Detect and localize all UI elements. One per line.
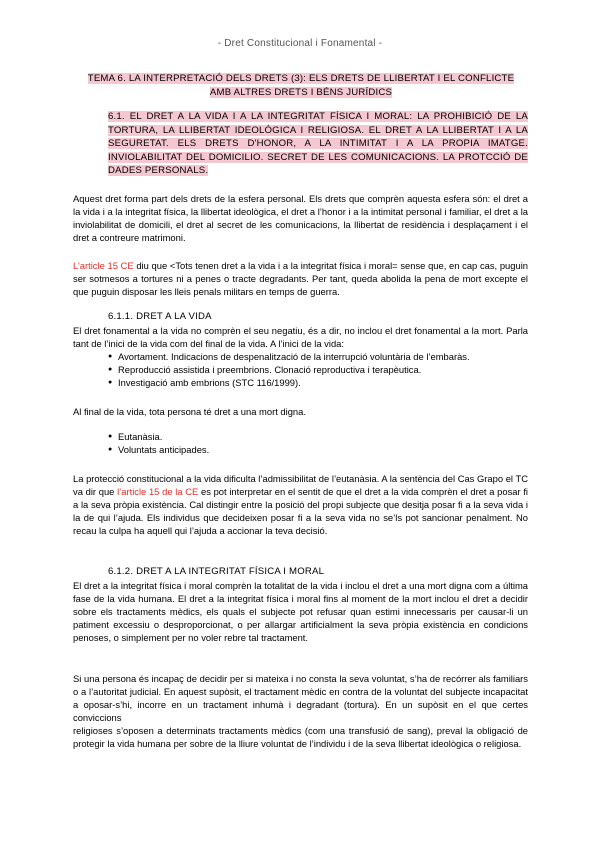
section-6-1-heading (108, 110, 528, 178)
running-header: - Dret Constitucional i Fonamental - (217, 38, 383, 49)
integrity-paragraph: El dret a la integritat física i moral comprèn la totalitat de la vida i inclou el dret a una mort digna com a última fase de la vida humana. El dret a la integritat física i moral fins al moment de la mort inclou el dret a decidir sobre els tractaments mèdics, els quals el subjecte pot refusar quan estimi innecessaris per causar-li un patiment excessiu o desproporcionat, o per allargar artificialment la seva pròpia existència en condicions penoses, o simplement per no voler rebre tal tractament. (73, 580, 528, 644)
title-line-1: TEMA 6. LA INTERPRETACIÓ DELS DRETS (3): ELS DRETS DE LLIBERTAT I EL CONFLICTE (87, 73, 515, 84)
section-6-1-1-heading: 6.1.1. DRET A LA VIDA (108, 311, 212, 322)
article-15-reference: L’article 15 CE (73, 260, 134, 271)
document-title (74, 72, 528, 100)
list-item: ● Avortament. Indicacions de despenalització de la interrupció voluntària de l’embaràs. (108, 350, 528, 363)
intro-paragraph: Aquest dret forma part dels drets de la esfera personal. Els drets que comprèn aquesta esfera són: el dret a la vida i a la integritat física, la llibertat ideològica, el dret a l’honor i a la intimitat personal i familiar, el dret a la inviolabilitat de domicili, el dret al secret de les comunicacions, la llibertat de residència i desplaçament i el dret a contreure matrimoni. (73, 193, 528, 244)
article-15-paragraph (73, 259, 528, 298)
title-line-2: AMB ALTRES DRETS I BÉNS JURÍDICS (209, 87, 393, 98)
right-to-life-paragraph: El dret fonamental a la vida no comprèn el seu negatiu, és a dir, no inclou el dret fonamental a la mort. Parla tant de l’inici de la vida com del final de la vida. A l’inici de la vida: (73, 325, 528, 350)
euthanasia-text-b: es pot interpretar en el sentit de que el dret a la vida comprèn el dret a posar fi a la seva pròpia existència. Cal distingir entre la posició del propi subjecte que desitja posar fi a la seva vida i la de qui l’ajuda. Els individus que decideixen posar fi a la seva vida no se’ls pot sancionar penalment. No recau la culpa ha aquell qui l’ajuda a accionar la teva decisió. (73, 486, 529, 537)
euthanasia-text-a: La protecció constitucional a la vida dificulta l’admissibilitat de l’eutanàsia. A la sentència del Cas Grapo el TC va dir que (73, 473, 528, 498)
incapacity-text-a: Si una persona és incapaç de decidir per si mateixa i no consta la seva voluntat, s’ha de recórrer als familiars o a l’autoritat judicial. En aquest supòsit, el tractament mèdic en contra de la voluntat del subjecte incapacitat a oposar-s’hi, incorre en un tractament inhumà i degradant (tortura). En un supòsit en el que certes conviccions (73, 673, 528, 724)
section-6-1-heading-text: 6.1. EL DRET A LA VIDA I A LA INTEGRITAT FÍSICA I MORAL: LA PROHIBICIÓ DE LA TORTURA, LA LLIBERTAT IDEOLÓGICA I RELIGIOSA. EL DRET A LA LLIBERTAT I A LA SEGURETAT. ELS DRETS D'HONOR, A LA INTIMITAT I A LA PROPIA IMATGE. INVIOLABILITAT DEL DOMICILIO. SECRET DE LES COMUNICACIONS. LA PROTCCIÓ DE DADES PERSONALS. (108, 111, 528, 177)
list-item: ● Investigació amb embrions (STC 116/1999). (108, 376, 528, 389)
start-of-life-list (108, 350, 528, 389)
article-15-text: diu que <Tots tenen dret a la vida i a la integritat física i moral= sense que, en cap cas, puguin ser sotmesos a tortures ni a penes o tracte degradants. Per tant, queda abolida la pena de mort excepte el que puguin disposar les lleis penals militars en temps de guerra. (73, 260, 528, 298)
section-6-1-2-heading: 6.1.2. DRET A LA INTEGRITAT FÍSICA I MORAL (108, 566, 325, 577)
incapacity-text-b: religioses s’oposen a determinats tractaments mèdics (com una transfusió de sang), preval la obligació de protegir la vida humana per sobre de la lliure voluntat de l’individu i de la seva llibertat ideològica o religiosa. (73, 725, 528, 750)
list-item: ● Voluntats anticipades. (108, 443, 528, 456)
article-15-ce-reference: l’article 15 de la CE (117, 486, 199, 498)
list-item: ● Reproducció assistida i preembrions. Clonació reproductiva i terapèutica. (108, 363, 528, 376)
euthanasia-paragraph (73, 472, 528, 537)
incapacity-paragraph (73, 672, 528, 751)
list-item: ● Eutanàsia. (108, 430, 528, 443)
end-of-life-paragraph: Al final de la vida, tota persona té dret a una mort digna. (73, 406, 306, 417)
end-of-life-list (108, 430, 528, 456)
